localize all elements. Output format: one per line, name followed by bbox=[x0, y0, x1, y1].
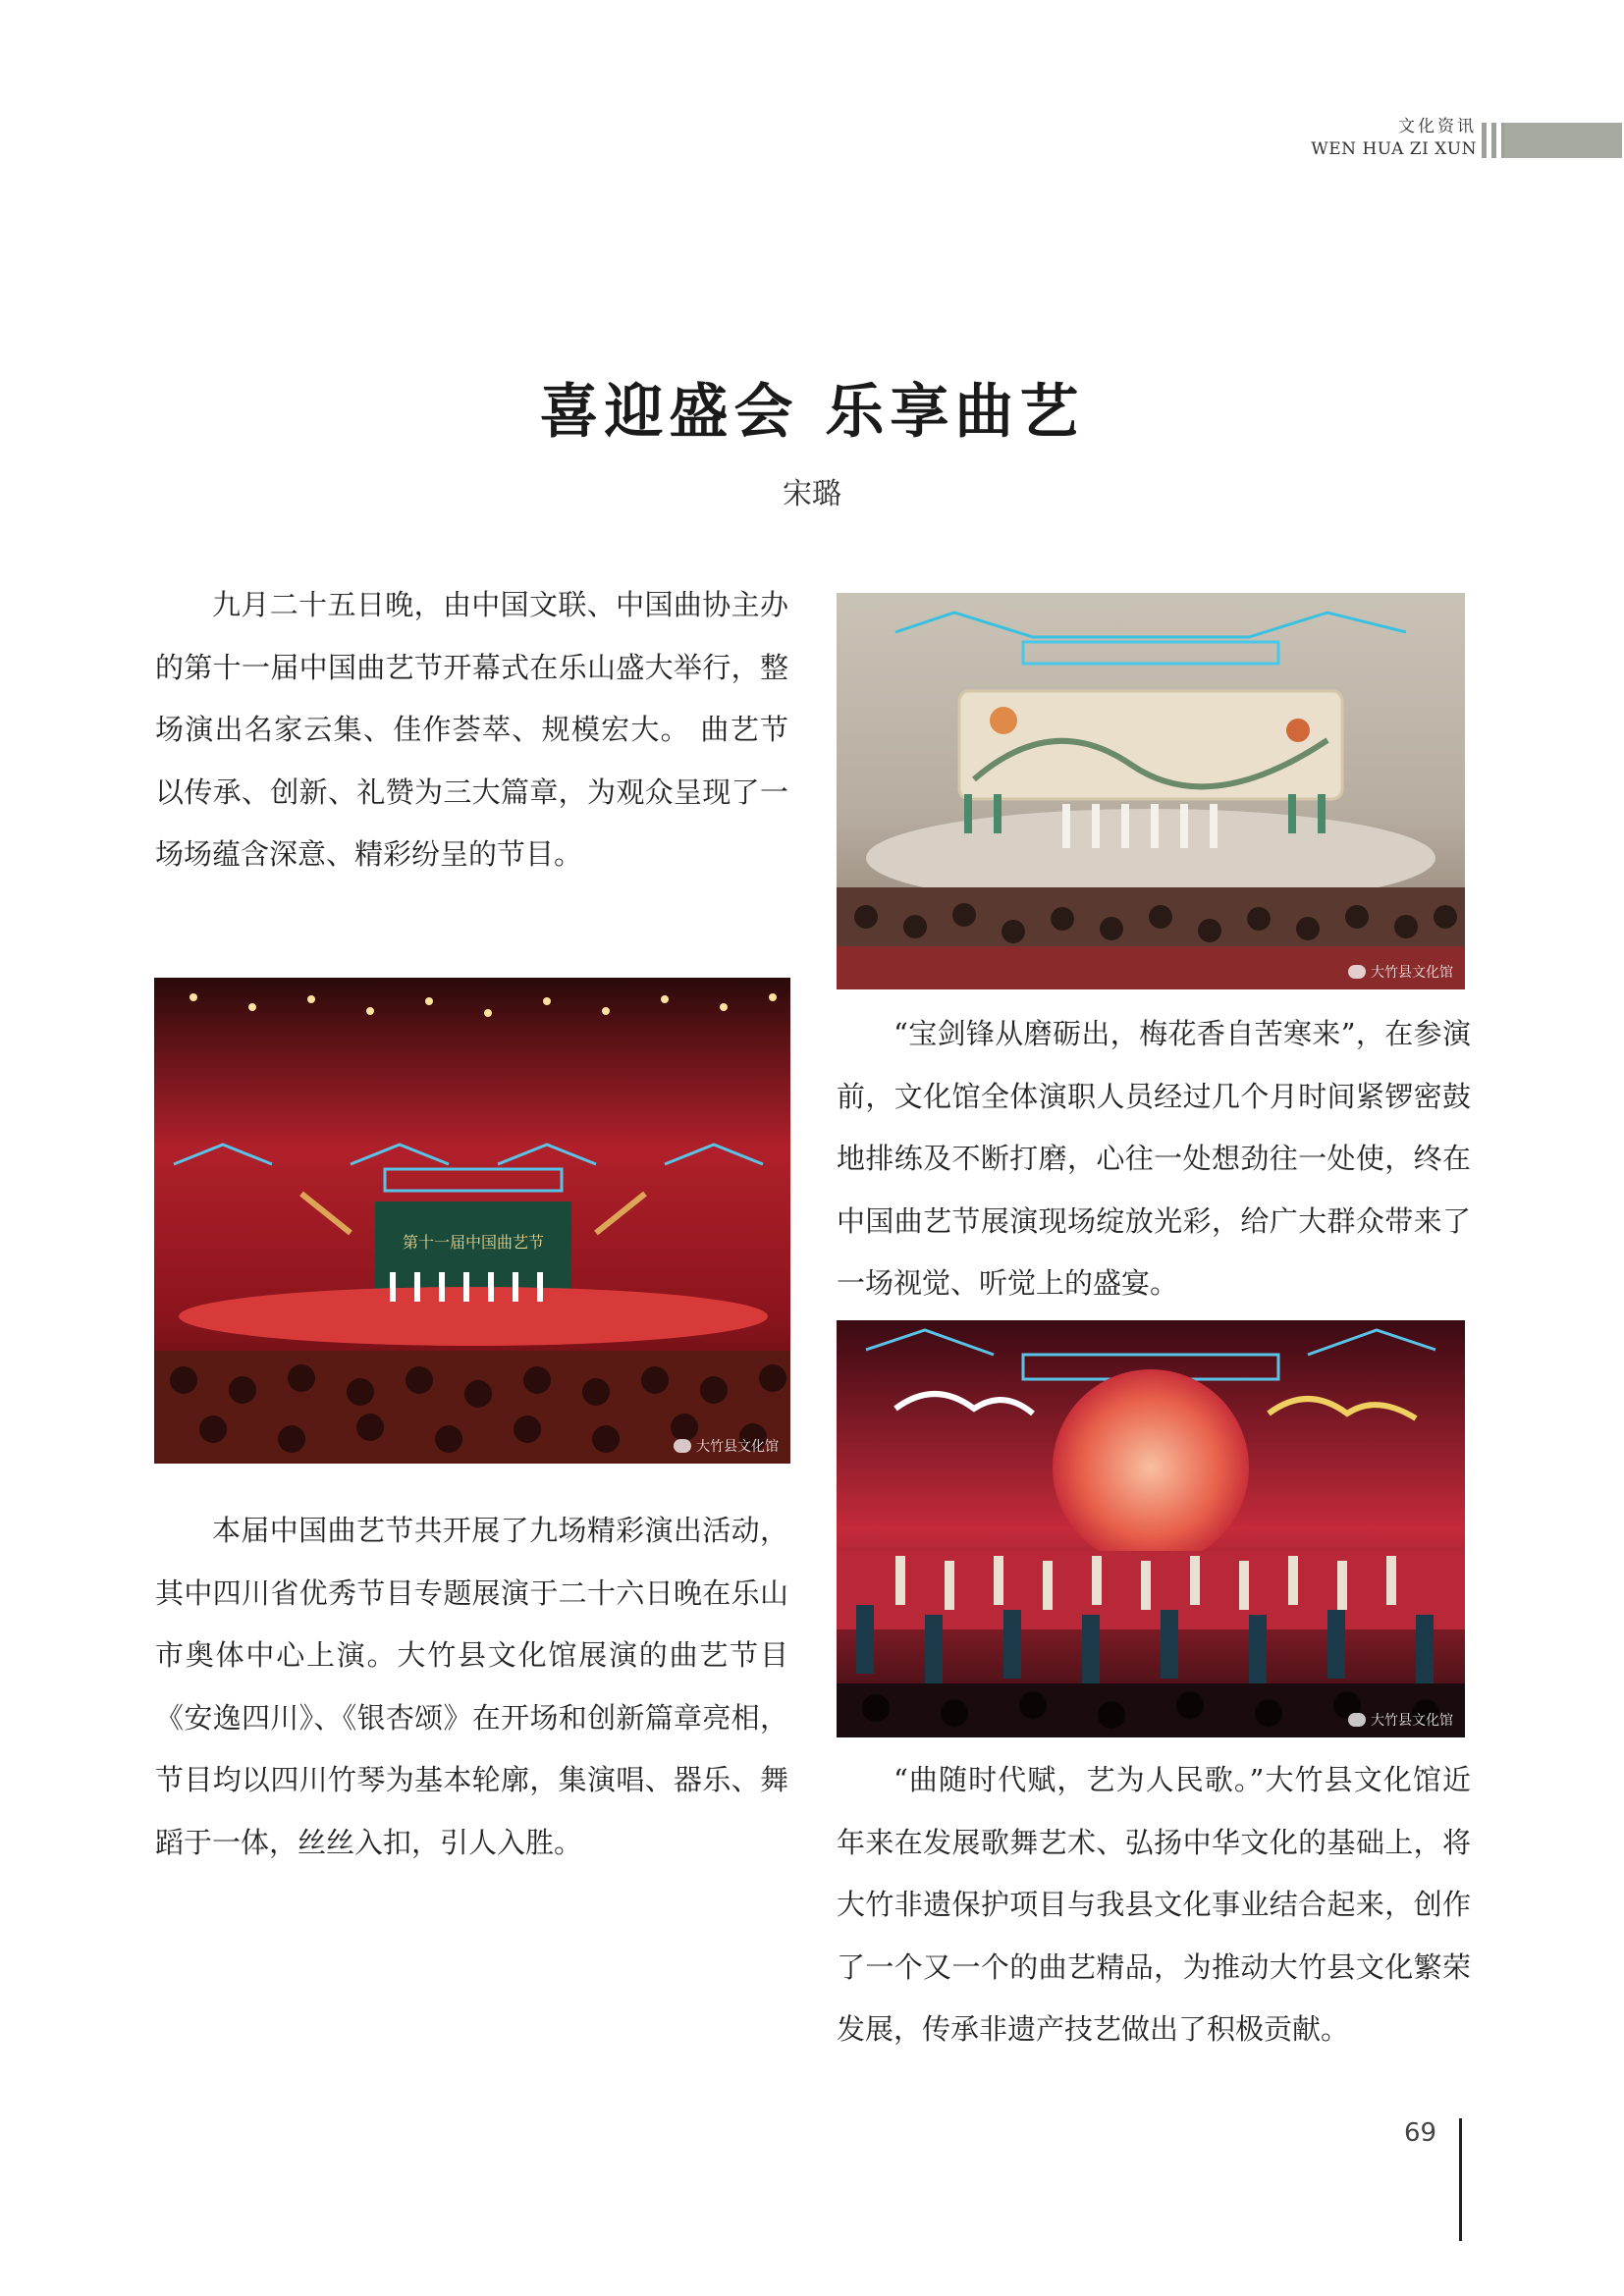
watermark-text: 大竹县文化馆 bbox=[1371, 965, 1453, 981]
photo-stage-landscape-backdrop bbox=[837, 593, 1465, 989]
running-header bbox=[1267, 119, 1622, 162]
section-label-cn: 文化资讯 bbox=[1398, 117, 1477, 136]
page-number: 69 bbox=[1404, 2118, 1437, 2148]
wechat-icon bbox=[1348, 965, 1366, 979]
photo-opening-ceremony-stage bbox=[154, 978, 790, 1464]
paragraph-3: “宝剑锋从磨砺出，梅花香自苦寒来”，在参演前，文化馆全体演职人员经过几个月时间紧锣密鼓地排练及不断打磨，心往一处想劲往一处使，终在中国曲艺节展演现场绽放光彩，给广大群众带来了一场视觉、听觉上的盛宴。 bbox=[837, 1017, 1471, 1300]
photo-watermark bbox=[674, 1436, 779, 1456]
paragraph-1: 九月二十五日晚，由中国文联、中国曲协主办的第十一届中国曲艺节开幕式在乐山盛大举行，整场演出名家云集、佳作荟萃、规模宏大。 曲艺节以传承、创新、礼赞为三大篇章，为观众呈现了一场场蕴含深意、精彩纷呈的节目。 bbox=[155, 588, 788, 871]
photo-red-sun-performance bbox=[837, 1320, 1465, 1737]
wechat-icon bbox=[1348, 1713, 1366, 1727]
article-author: 宋璐 bbox=[783, 477, 841, 511]
watermark-text: 大竹县文化馆 bbox=[1371, 1713, 1453, 1729]
page-number-rule bbox=[1459, 2118, 1462, 2241]
header-stripes-decoration bbox=[1482, 123, 1506, 158]
wechat-icon bbox=[674, 1439, 691, 1453]
paragraph-2: 本届中国曲艺节共开展了九场精彩演出活动，其中四川省优秀节目专题展演于二十六日晚在乐山市奥体中心上演。大竹县文化馆展演的曲艺节目《安逸四川》、《银杏颂》在开场和创新篇章亮相，节目均以四川竹琴为基本轮廓，集演唱、器乐、舞蹈于一体，丝丝入扣，引人入胜。 bbox=[155, 1514, 788, 1859]
photo-watermark bbox=[1348, 1710, 1453, 1730]
section-label-en: WEN HUA ZI XUN bbox=[1311, 139, 1477, 159]
photo-watermark bbox=[1348, 962, 1453, 982]
header-block-decoration bbox=[1504, 123, 1622, 158]
section-label bbox=[1311, 119, 1477, 158]
article-title: 喜迎盛会 乐享曲艺 bbox=[539, 378, 1085, 447]
paragraph-4: “曲随时代赋，艺为人民歌。”大竹县文化馆近年来在发展歌舞艺术、弘扬中华文化的基础上，将大竹非遗保护项目与我县文化事业结合起来，创作了一个又一个的曲艺精品，为推动大竹县文化繁荣发展，传承非遗产技艺做出了积极贡献。 bbox=[837, 1763, 1471, 2046]
stage-screen-text: 第十一届中国曲艺节 bbox=[402, 1233, 545, 1252]
watermark-text: 大竹县文化馆 bbox=[696, 1439, 779, 1455]
